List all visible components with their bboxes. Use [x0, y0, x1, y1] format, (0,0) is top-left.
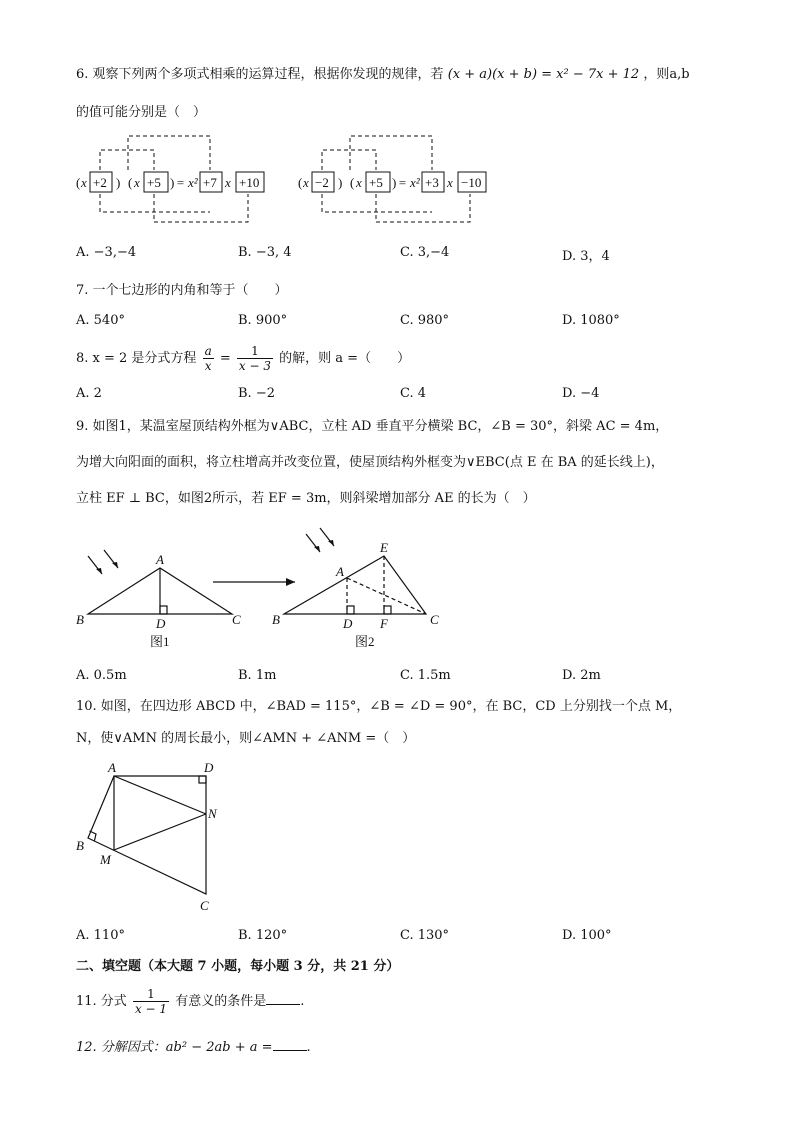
q9-option-d[interactable]: D. 2m [562, 668, 601, 683]
svg-text:= x²: = x² [398, 175, 420, 190]
q6-stem-line1: 6. 观察下列两个多项式相乘的运算过程，根据你发现的规律，若 (x + a)(x + b) = x² − 7x + 12 ，则a,b [76, 67, 690, 82]
q9-stem-line3: 立柱 EF ⊥ BC，如图2所示，若 EF = 3m，则斜梁增加部分 AE 的长为（ ） [76, 491, 536, 506]
q7-option-a[interactable]: A. 540° [76, 313, 125, 328]
q6-d2-a: −2 [315, 175, 329, 190]
q9-figure [70, 526, 450, 654]
fig2-caption: 图2 [355, 634, 375, 649]
q6-d2-b: +5 [369, 175, 383, 190]
svg-text:A: A [336, 564, 344, 579]
q8-option-d[interactable]: D. −4 [562, 386, 600, 401]
q6-option-b[interactable]: B. −3, 4 [238, 245, 292, 260]
q11-answer-blank[interactable] [266, 992, 300, 1005]
q9-option-b[interactable]: B. 1m [238, 668, 277, 683]
svg-text:= x²: = x² [176, 175, 198, 190]
q9-option-a[interactable]: A. 0.5m [76, 668, 127, 683]
fig1-caption: 图1 [150, 634, 170, 649]
svg-text:C: C [232, 612, 241, 627]
svg-text:x: x [447, 175, 453, 190]
q7-option-c[interactable]: C. 980° [400, 313, 450, 328]
svg-text:B: B [76, 612, 84, 627]
svg-text:x: x [81, 175, 87, 190]
svg-text:x: x [356, 175, 362, 190]
svg-text:(: ( [298, 175, 303, 190]
q6-stem-line2: 的值可能分别是（ ） [76, 105, 207, 120]
svg-text:A: A [156, 552, 164, 567]
svg-text:): ) [338, 175, 343, 190]
svg-text:x: x [134, 175, 140, 190]
q6-option-a[interactable]: A. −3,−4 [76, 245, 137, 260]
q6-d1-d: +10 [239, 175, 260, 190]
q8-fraction-right: $\frac{1}{x - 3}$ [238, 344, 272, 373]
q6-d2-d: −10 [461, 175, 482, 190]
q8-option-b[interactable]: B. −2 [238, 386, 275, 401]
q8-stem: 8. x = 2 是分式方程 $\frac{a}{x}$ = $\frac{1}{x - 3}$ 的解，则 a =（ ） [76, 344, 411, 373]
svg-text:A: A [108, 760, 116, 775]
svg-text:M: M [100, 852, 111, 867]
svg-text:): ) [170, 175, 175, 190]
svg-text:D: D [156, 616, 166, 631]
q8-option-a[interactable]: A. 2 [76, 386, 102, 401]
q9-stem-line1: 9. 如图1，某温室屋顶结构外框为∨ABC，立柱 AD 垂直平分横梁 BC，∠B = 30°，斜梁 AC = 4m， [76, 419, 669, 434]
q6-diagram-1 [70, 130, 290, 230]
q6-d1-a: +2 [93, 175, 107, 190]
q6-d1-c: +7 [203, 175, 217, 190]
svg-text:(: ( [128, 175, 133, 190]
q9-stem-line2: 为增大向阳面的面积，将立柱增高并改变位置，使屋顶结构外框变为∨EBC(点 E 在 BA 的延长线上)， [76, 455, 664, 470]
q12-answer-blank[interactable] [273, 1038, 307, 1051]
section-2-title: 二、填空题（本大题 7 小题，每小题 3 分，共 21 分） [76, 959, 400, 974]
svg-text:F: F [380, 616, 388, 631]
q10-option-a[interactable]: A. 110° [76, 928, 125, 943]
q7-option-d[interactable]: D. 1080° [562, 313, 620, 328]
q6-diagram-2 [292, 130, 512, 230]
svg-text:D: D [343, 616, 353, 631]
svg-text:x: x [225, 175, 231, 190]
q12-stem: 12. 分解因式：ab² − 2ab + a = . [76, 1040, 311, 1055]
q6-d1-x1: ( [76, 175, 81, 190]
q10-stem-line1: 10. 如图，在四边形 ABCD 中，∠BAD = 115°，∠B = ∠D = 90°，在 BC，CD 上分别找一个点 M， [76, 699, 682, 714]
svg-text:D: D [204, 760, 214, 775]
svg-text:): ) [392, 175, 397, 190]
q6-d1-b: +5 [147, 175, 161, 190]
q8-option-c[interactable]: C. 4 [400, 386, 427, 401]
q11-fraction: $\frac{1}{x - 1}$ [134, 987, 168, 1016]
svg-text:): ) [116, 175, 121, 190]
q8-fraction-left: $\frac{a}{x}$ [204, 344, 212, 373]
q9-option-c[interactable]: C. 1.5m [400, 668, 451, 683]
q6-option-c[interactable]: C. 3,−4 [400, 245, 450, 260]
svg-text:B: B [76, 838, 84, 853]
svg-text:E: E [380, 540, 388, 555]
q7-stem: 7. 一个七边形的内角和等于（ ） [76, 283, 288, 298]
svg-text:C: C [200, 898, 209, 913]
svg-text:B: B [272, 612, 280, 627]
q10-option-b[interactable]: B. 120° [238, 928, 288, 943]
q10-option-c[interactable]: C. 130° [400, 928, 450, 943]
svg-text:x: x [303, 175, 309, 190]
q10-option-d[interactable]: D. 100° [562, 928, 612, 943]
svg-text:(: ( [350, 175, 355, 190]
q10-stem-line2: N，使∨AMN 的周长最小，则∠AMN + ∠ANM =（ ） [76, 731, 416, 746]
q6-option-d[interactable]: D. 3，4 [562, 249, 610, 264]
q6-formula: (x + a)(x + b) = x² − 7x + 12 [447, 67, 640, 82]
svg-text:N: N [208, 806, 217, 821]
q10-figure [70, 758, 240, 914]
svg-text:C: C [430, 612, 439, 627]
q7-option-b[interactable]: B. 900° [238, 313, 288, 328]
q6-d2-c: +3 [425, 175, 439, 190]
q11-stem: 11. 分式 $\frac{1}{x - 1}$ 有意义的条件是 . [76, 987, 305, 1016]
